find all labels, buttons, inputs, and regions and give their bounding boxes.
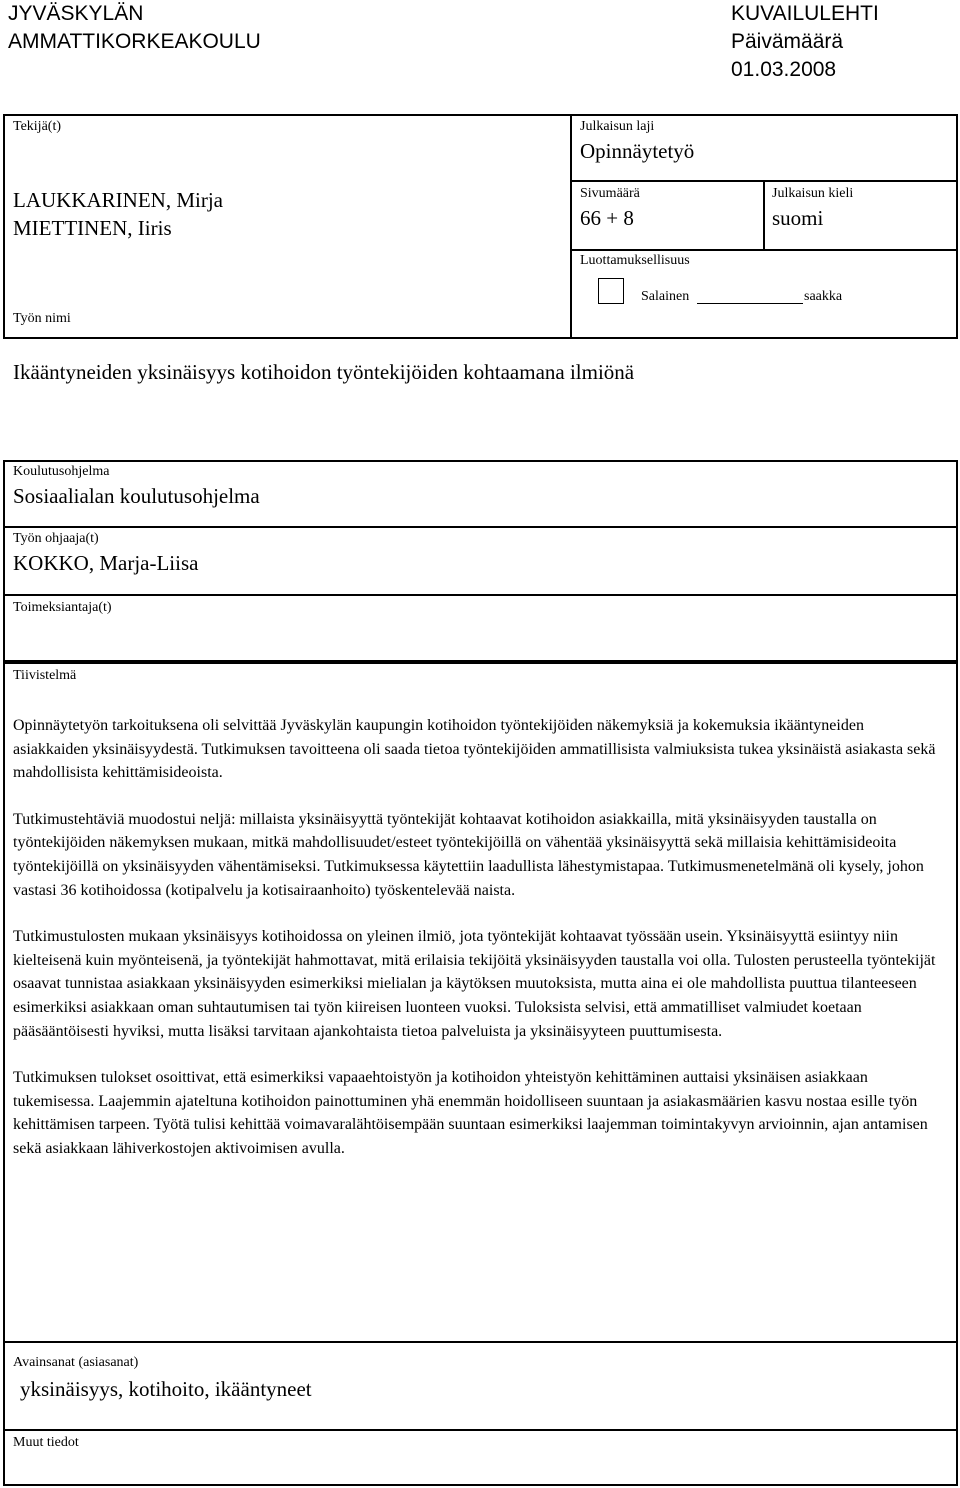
confidentiality-label: Luottamuksellisuus [580,253,690,268]
publication-type-value: Opinnäytetyö [580,139,695,163]
program-divider-2 [3,594,958,596]
pages-value: 66 + 8 [580,206,634,230]
row-divider-2 [570,249,958,251]
supervisor-label: Työn ohjaaja(t) [13,531,99,546]
date-value: 01.03.2008 [731,58,837,81]
keywords-label: Avainsanat (asiasanat) [13,1355,139,1370]
supervisor-value: KOKKO, Marja-Liisa [13,551,199,575]
secret-until-line [697,303,803,304]
abstract-paragraph-4: Tutkimuksen tulokset osoittivat, että esimerkiksi vapaaehtoistyön ja kotihoidon yhteistyön kehittäminen auttaisi yksinäisen asiakkaan tukemisessa. Laajemmin ajateltuna kotihoidon painottuminen yhä enemmän hoidolliseen suuntaan ja asiakasmäärien kasvu nostaa esille työn kehittämisen tarpeen. Työtä tulisi kehittää voimavaralähtöisempään suuntaan esimerkiksi laajemman toimintakyvyn arvioinnin, ajan antamisen sekä asiakkaan lähiverkostojen aktivoimisen avulla. [13,1069,928,1157]
program-divider-1 [3,526,958,528]
column-divider [570,114,572,339]
abstract-paragraph-1: Opinnäytetyön tarkoituksena oli selvittää Jyväskylän kaupungin kotihoidon työntekijöiden näkemyksiä ja kokemuksia ikääntyneiden asiakkaiden yksinäisyydestä. Tutkimuksen tavoitteena oli saada tietoa työntekijöiden ammatillisista valmiuksista tukea yksinäistä asiakasta sekä mahdollisista kehittämisideoista. [13,717,936,782]
author-2: MIETTINEN, Iiris [13,216,172,240]
abstract-label: Tiivistelmä [13,668,77,683]
pages-label: Sivumäärä [580,186,640,201]
secret-checkbox[interactable] [598,278,624,304]
other-info-label: Muut tiedot [13,1435,79,1450]
date-label: Päivämäärä [731,30,844,53]
until-label: saakka [804,289,843,304]
column-divider-2 [763,180,765,250]
program-label: Koulutusohjelma [13,464,110,479]
keywords-divider [3,1429,958,1431]
form-header [731,0,879,84]
secret-label: Salainen [641,289,690,304]
commissioner-label: Toimeksiantaja(t) [13,600,112,615]
abstract-paragraph-3: Tutkimustulosten mukaan yksinäisyys kotihoidossa on yleinen ilmiö, jota työntekijät kohtaavat työssään usein. Yksinäisyyttä esiintyy niin kielteisenä kuin myönteisenä, ja työntekijät hahmottavat, mitä erilaisia tekijöitä yksinäisyyden taustalla voi olla. Tulosten perusteella työntekijät osaavat tunnistaa asiakkaan yksinäisyyden esimerkiksi mielialan ja käytöksen muutoksista, mutta aina ei ole mahdollista puuttua tilanteeseen esimerkiksi asiakkaan oman suhtautumisen tai työn kiireisen luonteen vuoksi. Tuloksista selvisi, että ammatilliset valmiudet koetaan pääsääntöisesti hyviksi, mutta lisäksi tarvitaan ajankohtaista tietoa palveluista ja yksinäisyyteen puuttumisesta. [13,928,936,1040]
form-title: KUVAILULEHTI [731,2,879,25]
publication-type-label: Julkaisun laji [580,119,655,134]
work-title-label: Työn nimi [13,311,71,326]
author-1: LAUKKARINEN, Mirja [13,188,223,212]
work-title-value: Ikääntyneiden yksinäisyys kotihoidon työntekijöiden kohtaamana ilmiönä [13,360,635,384]
abstract-body [13,714,941,1184]
school-name-line1: JYVÄSKYLÄN [8,2,144,25]
keywords-block [3,1341,958,1486]
program-value: Sosiaalialan koulutusohjelma [13,484,260,508]
authors-label: Tekijä(t) [13,119,61,134]
keywords-value: yksinäisyys, kotihoito, ikääntyneet [20,1377,312,1401]
language-value: suomi [772,206,824,230]
abstract-paragraph-2: Tutkimustehtäviä muodostui neljä: millaista yksinäisyyttä työntekijät kohtaavat kotihoidon asiakkailla, mitä yksinäisyyden taustalla on työntekijöiden näkemyksen mukaan, mitkä mahdollisuudet/esteet työntekijöillä on vähentää yksinäisyyttä sekä millaisia kehittämisideoita työntekijöillä on yksinäisyyden vähentämiseksi. Tutkimuksessa käytettiin laadullista lähestymistapaa. Tutkimusmenetelmänä oli kysely, johon vastasi 36 kotihoidossa (kotipalvelu ja kotisairaanhoito) työskentelevää naista. [13,810,924,899]
school-name [8,0,261,56]
language-label: Julkaisun kieli [772,186,854,201]
school-name-line2: AMMATTIKORKEAKOULU [8,30,261,53]
